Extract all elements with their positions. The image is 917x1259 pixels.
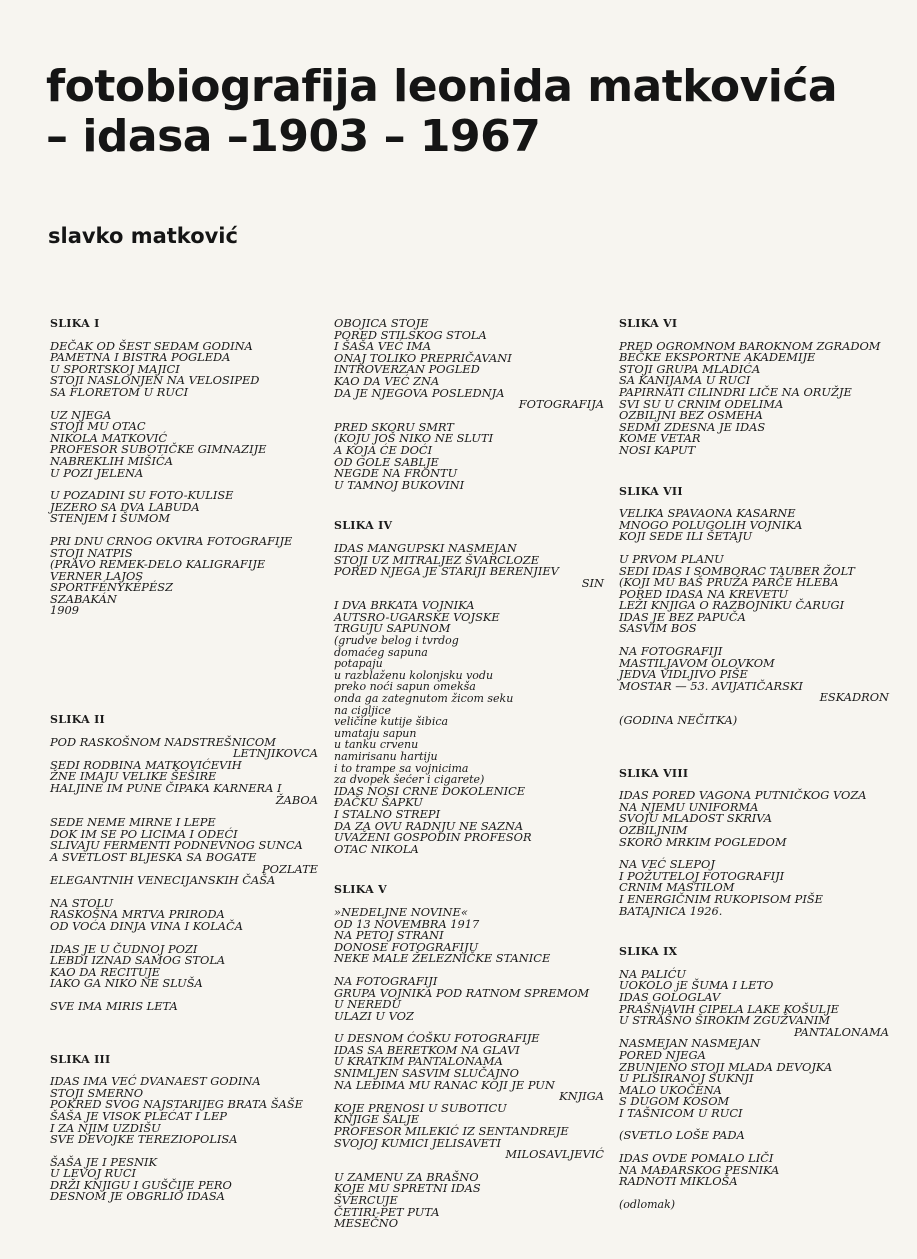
poem-line: OZBILJNIM [619,823,688,837]
poem-line: LEBDI IZNAD SAMOG STOLA [50,953,226,968]
poem-line: PORED NJEGA JE STARIJI BERENJIEV [334,564,559,579]
poem-line: IDAS JE BEZ PAPUČA [619,609,746,624]
stanza [50,895,320,933]
stanza [50,490,320,525]
section-slika-7 [619,486,891,727]
stanza [50,1076,320,1146]
poem-line: NA VEĆ SLEPOJ [619,857,715,872]
poem-line: VERNER LAJOS [50,568,144,583]
poem-line: UZ NJEGA [50,407,112,422]
poem-line: PAMETNA I BISTRA POGLEDA [50,350,231,365]
poem-line: BATAJNICA 1926. [619,903,723,918]
poem-line: DA JE NJEGOVA POSLEDNJA [334,385,505,400]
poem-line: NA FOTOGRAFIJI [334,973,438,988]
poem-line: (grudve belog i tvrdog [334,634,459,648]
poem-line: OD 13 NOVEMBRA 1917 [334,916,480,931]
stanza [334,973,606,1023]
poem-line: u tanku crvenu [334,738,419,752]
stanza [50,998,320,1013]
poem-line: LETNJIKOVCA [232,746,318,761]
stanza [334,904,606,966]
stanza [334,419,606,492]
stanza [619,338,891,457]
poem-line: POZLATE [262,861,318,876]
page-title [46,62,906,162]
section-slika-3-continued [334,318,606,491]
stanza [619,551,891,636]
poem-line: RADNOTI MIKLOŠA [619,1174,738,1189]
poem-line: KOJE PRENOSI U SUBOTICU [334,1100,507,1115]
poem-line: DESNOM JE OBGRLIO IDASA [50,1189,225,1204]
stanza [50,734,320,807]
poem-line: U POZADINI SU FOTO-KULISE [50,488,234,503]
poem-line: U POZI JELENA [50,465,144,480]
section-title: SLIKA VII [619,484,683,498]
section-slika-3 [50,1054,320,1204]
poem-line: OZBILJNI BEZ OSMEHA [619,408,763,423]
poem-line: A SVETLOST BLJESKA SA BOGATE [50,850,257,864]
poem-line: KOME VETAR [619,431,701,446]
poem-line: I ENERGIČNIM RUKOPISOM PIŠE [619,891,823,906]
poem-line: STOJI MU OTAC [50,419,146,434]
poem-line: domaćeg sapuna [334,645,428,659]
poem-line: KAO DA VEĆ ZNA [334,373,440,388]
poem-line: TRGUJU SAPUNOM [334,621,451,636]
poem-line: MOSTAR — 53. AVIJATIČARSKI [619,678,803,693]
poem-line: STOJI GRUPA MLADIĆA [619,361,761,376]
poem-line: SVOJU MLADOST SKRIVA [619,811,772,826]
poem-line: KNJIGE ŠALJE [334,1112,420,1127]
poem-line: GRUPA VOJNIKA POD RATNOM SPREMOM [334,985,590,1000]
poem-line: SVOJOJ KUMICI JELISAVETI [334,1135,502,1150]
section-title: SLIKA VIII [619,766,689,780]
poem-line: BEČKE EKSPORTNE AKADEMIJE [619,350,816,365]
stanza [619,790,891,848]
poem-line: MALO UKOČENA [619,1082,722,1097]
poem-line: ZBUNJENO STOJI MLADA DEVOJKA [619,1059,833,1074]
poem-line: KOJE MU SPRETNI IDAS [334,1181,481,1196]
stanza [50,533,320,618]
poem-line: I POŽUTELOJ FOTOGRAFIJI [619,868,785,883]
poem-line: STENJEM I ŠUMOM [50,511,171,526]
author-name: slavko matković [48,224,238,248]
poem-line: U TAMNOJ BUKOVINI [334,477,465,492]
poem-line: U NEREDU [334,997,402,1012]
poem-line: CRNIM MASTILOM [619,880,735,895]
stanza [619,715,891,727]
section-title: SLIKA III [50,1052,111,1066]
section-title: SLIKA IX [619,945,678,959]
poem-line: SZABAKÁN [50,591,117,606]
poem-line: ULAZI U VOZ [334,1008,414,1023]
poem-line: INTROVERZAN POGLED [334,362,480,377]
stanza [334,318,606,411]
poem-line: SVI SU U CRNIM ODELIMA [619,396,784,411]
poem-line: MNOGO POLUGOLIH VOJNIKA [619,517,803,532]
poem-line: MILOSAVLJEVIĆ [505,1147,604,1162]
stanza [619,966,891,1120]
poem-line: preko noći sapun omekša [334,680,476,694]
stanza [619,508,891,543]
poem-line: OBOJICA STOJE [334,316,429,330]
stanza [334,540,606,590]
section-title: SLIKA V [334,883,387,897]
poem-line: NABREKLIH MIŠIĆA [50,453,173,468]
poem-line: DRŽI KNJIGU I GUŠČIJE PERO [50,1177,232,1192]
section-slika-8 [619,768,891,918]
poem-line: SVE DEVOJKE TEREZIOPOLISA [50,1132,238,1147]
poem-line: (SVETLO LOŠE PADA [619,1128,745,1143]
poem-line: SEDI IDAS I SOMBORAC TAUBER ŽOLT [619,563,855,578]
poem-line: I TAŠNICOM U RUCI [619,1105,743,1120]
poem-line: NA FOTOGRAFIJI [619,644,723,659]
poem-line: IDAS OVDE POMALO LIČI [619,1151,774,1166]
poem-line: ELEGANTNIH VENECIJANSKIH ČAŠA [50,873,276,888]
poem-line: RASKOŠNA MRTVA PRIRODA [50,907,225,922]
section-title: SLIKA VI [619,317,678,330]
poem-line: NEKE MALE ŽELEZNIČKE STANICE [334,951,551,966]
poem-line: UOKOLO jE ŠUMA I LETO [619,978,774,993]
poem-line: POD RASKOŠNOM NADSTREŠNICOM [50,734,276,749]
poem-line: onda ga zategnutom žicom seku [334,692,514,706]
poem-line: IAKO GA NIKO NE SLUŠA [50,976,203,991]
section-title: SLIKA IV [334,519,393,533]
poem-line: STOJI UZ MITRALJEZ ŠVARCLOZE [334,552,540,567]
poem-line: PANTALONAMA [794,1024,889,1039]
section-slika-1 [50,318,320,617]
poem-line: i to trampe sa vojnicima [334,761,469,775]
poem-line: PORED NJEGA [619,1047,706,1062]
poem-line: VELIKA SPAVAONA KASARNE [619,506,796,521]
poem-line: (GODINA NEČITKA) [619,713,738,728]
poem-line: STOJI NATPIS [50,545,133,560]
poem-line: ESKADRON [819,690,889,705]
poem-line: ŽABOA [275,792,318,807]
poem-line: SEDE NEME MIRNE I LEPE [50,815,216,830]
poem-line: IDAS IMA VEĆ DVANAEST GODINA [50,1074,261,1089]
poem-line: SIN [581,575,604,590]
poem-line: UVAŽENI GOSPODIN PROFESOR [334,830,532,845]
poem-line: SEDMI ZDESNA JE IDAS [619,419,766,434]
poem-line: PRAŠNjAVIH CIPELA LAKE KOŠULJE [619,1001,839,1016]
poem-line: NA NJEMU UNIFORMA [619,799,759,814]
section-title: SLIKA I [50,317,100,330]
poem-line: ŽNE IMAJU VELIKE ŠEŠIRE [50,769,217,784]
stanza [334,1033,606,1161]
poem-line: NA LEĐIMA MU RANAC KOJI JE PUN [334,1077,555,1092]
poem-line: DONOSE FOTOGRAFIJU [334,939,479,954]
stanza [619,1199,891,1211]
poem-line: umataju sapun [334,726,417,740]
poem-line: IDAS MANGUPSKI NASMEJAN [334,540,517,555]
poem-line: U PRVOM PLANU [619,551,724,566]
poem-line: za dvopek šećer i cigarete) [334,773,485,787]
poem-line: (PRAVO REMEK-DELO KALIGRAFIJE [50,557,266,572]
poem-line: JEZERO SA DVA LABUDA [50,499,200,514]
poem-line: u razblaženu kolonjsku vodu [334,668,494,682]
poem-line: SASVIM BOS [619,621,697,636]
stanza [619,1130,891,1142]
poem-line: MASTILJAVOM OLOVKOM [619,655,775,670]
stanza [334,600,606,855]
poem-line: PRED SKORU SMRT [334,419,454,434]
poem-line: DA ZA OVU RADNJU NE SAZNA [334,818,524,833]
poem-line: IDAS PORED VAGONA PUTNIČKOG VOZA [619,788,867,803]
poem-line: veličine kutije šibica [334,715,449,729]
poem-line: NA STOLU [50,895,114,910]
poem-line: SPORTFÉNYKÉPÉSZ [50,580,174,595]
poem-line: PORED IDASA NA KREVETU [619,586,789,601]
poem-line: I ŠAŠA VEĆ IMA [334,339,432,354]
poem-line: IDAS GOLOGLAV [619,989,721,1004]
section-slika-6 [619,318,891,457]
poem-line: NA PALIĆU [619,966,687,981]
poem-line: SLIVAJU FERMENTI PODNEVNOG SUNCA [50,838,303,853]
poem-line: »NEDELJNE NOVINE« [334,904,468,919]
poem-line: PROFESOR MILEKIĆ IZ SENTANDREJE [334,1124,569,1139]
poem-line: PRED OGROMNOM BAROKNOM ZGRADOM [619,338,881,353]
section-title: SLIKA II [50,713,105,727]
title-line-1: fotobiografija leonida matkovića [46,61,838,112]
poem-line: U ZAMENU ZA BRAŠNO [334,1169,479,1184]
poem-line: I STALNO STREPI [334,806,441,821]
poem-line: STOJI NASLONJEN NA VELOSIPED [50,373,260,388]
section-slika-4 [334,520,606,855]
poem-line: (KOJI MU BAŠ PRUŽA PARČE HLEBA [619,575,839,590]
poem-line: S DUGOM KOSOM [619,1094,730,1109]
poem-line: (KOJU JOŠ NIKO NE SLUTI [334,431,494,446]
poem-line: SNIMLJEN SASVIM SLUČAJNO [334,1066,519,1081]
poem-line: SVE IMA MIRIS LETA [50,998,178,1013]
poem-line: PORED STILSKOG STOLA [334,327,487,342]
poem-line: NIKOLA MATKOVIĆ [50,430,168,445]
stanza [50,1154,320,1204]
poem-line: na cigljice [334,703,391,717]
poem-line: MESEČNO [334,1216,399,1231]
poem-line: OTAC NIKOLA [334,841,419,856]
stanza [50,941,320,991]
poem-line: ĐAČKU ŠAPKU [334,795,423,810]
poem-line: U STRAŠNO ŠIROKIM ZGUŽVANIM [619,1013,830,1028]
stanza [50,407,320,480]
section-slika-9 [619,946,891,1210]
poem-column-2 [334,318,606,1241]
poem-line: ŠVERCUJE [334,1193,398,1207]
poem-line: NA MAĐARSKOG PESNIKA [619,1162,780,1177]
poem-line: IDAS SA BERETKOM NA GLAVI [334,1042,520,1057]
poem-line: I DVA BRKATA VOJNIKA [334,598,475,613]
poem-line: POKRED SVOG NAJSTARIJEG BRATA ŠAŠE [50,1097,304,1112]
poem-line: ONAJ TOLIKO PREPRIČAVANI [334,350,512,365]
poem-line: NASMEJAN NASMEJAN [619,1036,761,1051]
poem-line: PRI DNU CRNOG OKVIRA FOTOGRAFIJE [50,533,293,548]
poem-line: ŠAŠA JE VISOK PLEĆAT I LEP [50,1108,227,1123]
poem-line: KOJI SEDE ILI ŠETAJU [619,529,753,544]
poem-line: I ZA NJIM UZDIŠU [50,1120,161,1135]
section-slika-5 [334,884,606,1229]
poem-line: PROFESOR SUBOTIČKE GIMNAZIJE [50,442,267,457]
poem-line: U DESNOM ĆOŠKU FOTOGRAFIJE [334,1031,540,1046]
poem-line: U PLISIRANOJ SUKNJI [619,1071,754,1086]
poem-line: SA FLORETOM U RUCI [50,384,189,399]
poem-line: FOTOGRAFIJA [518,397,604,412]
poem-line: (odlomak) [619,1197,676,1211]
poem-line: KNJIGA [559,1089,604,1104]
stanza [619,646,891,704]
stanza [50,338,320,399]
poem-line: SA KANIJAMA U RUCI [619,373,751,388]
stanza [619,1153,891,1188]
poem-line: NOSI KAPUT [619,442,696,457]
poem-line: OD VOĆA DINJA VINA I KOLAČA [50,918,243,933]
title-line-2: – idasa –1903 – 1967 [46,111,541,162]
poem-line: LEŽI KNJIGA O RAZBOJNIKU ČARUGI [619,598,845,613]
poem-line: DEČAK OD ŠEST SEDAM GODINA [50,338,253,353]
poem-line: ŠAŠA JE I PESNIK [50,1154,158,1169]
poem-line: PAPIRNATI CILINDRI LIČE NA ORUŽJE [619,384,852,399]
section-slika-2 [50,714,320,1012]
poem-line: U KRATKIM PANTALONAMA [334,1054,503,1069]
stanza [50,817,320,887]
poem-line: IDAS JE U ČUDNOJ POZI [50,941,198,956]
poem-line: OD GOLE SABLJE [334,454,439,469]
poem-line: ČETIRI-PET PUTA [334,1204,440,1219]
poem-line: namirisanu hartiju [334,750,438,763]
poem-line: IDAS NOSI CRNE DOKOLENICE [334,783,526,798]
poem-line: U LEVOJ RUCI [50,1166,137,1181]
poem-line: NA PETOJ STRANI [334,928,444,943]
poem-line: AUTSRO-UGARSKE VOJSKE [334,609,500,624]
poem-line: 1909 [50,603,79,618]
poem-column-3 [619,318,891,1221]
poem-line: U SPORTSKOJ MAJICI [50,361,180,376]
poem-line: DOK IM SE PO LICIMA I ODEĆI [50,826,238,841]
poem-line: HALJINE IM PUNE ČIPAKA KARNERA I [50,781,282,796]
stanza [334,1169,606,1231]
poem-line: SKORO MRKIM POGLEDOM [619,834,787,849]
poem-line: JEDVA VIDLJIVO PIŠE [619,667,748,682]
poem-line: A KOJA ĆE DOĆI [334,442,433,457]
poem-line: KAO DA RECITUJE [50,964,161,979]
poem-line: NEGDE NA FRONTU [334,466,458,481]
poem-line: SEDI RODBINA MATKOVIĆEVIH [50,757,242,772]
stanza [619,859,891,917]
poem-line: potapaju [334,657,383,671]
poem-column-1 [50,318,320,1214]
poem-line: STOJI SMERNO [50,1085,144,1100]
